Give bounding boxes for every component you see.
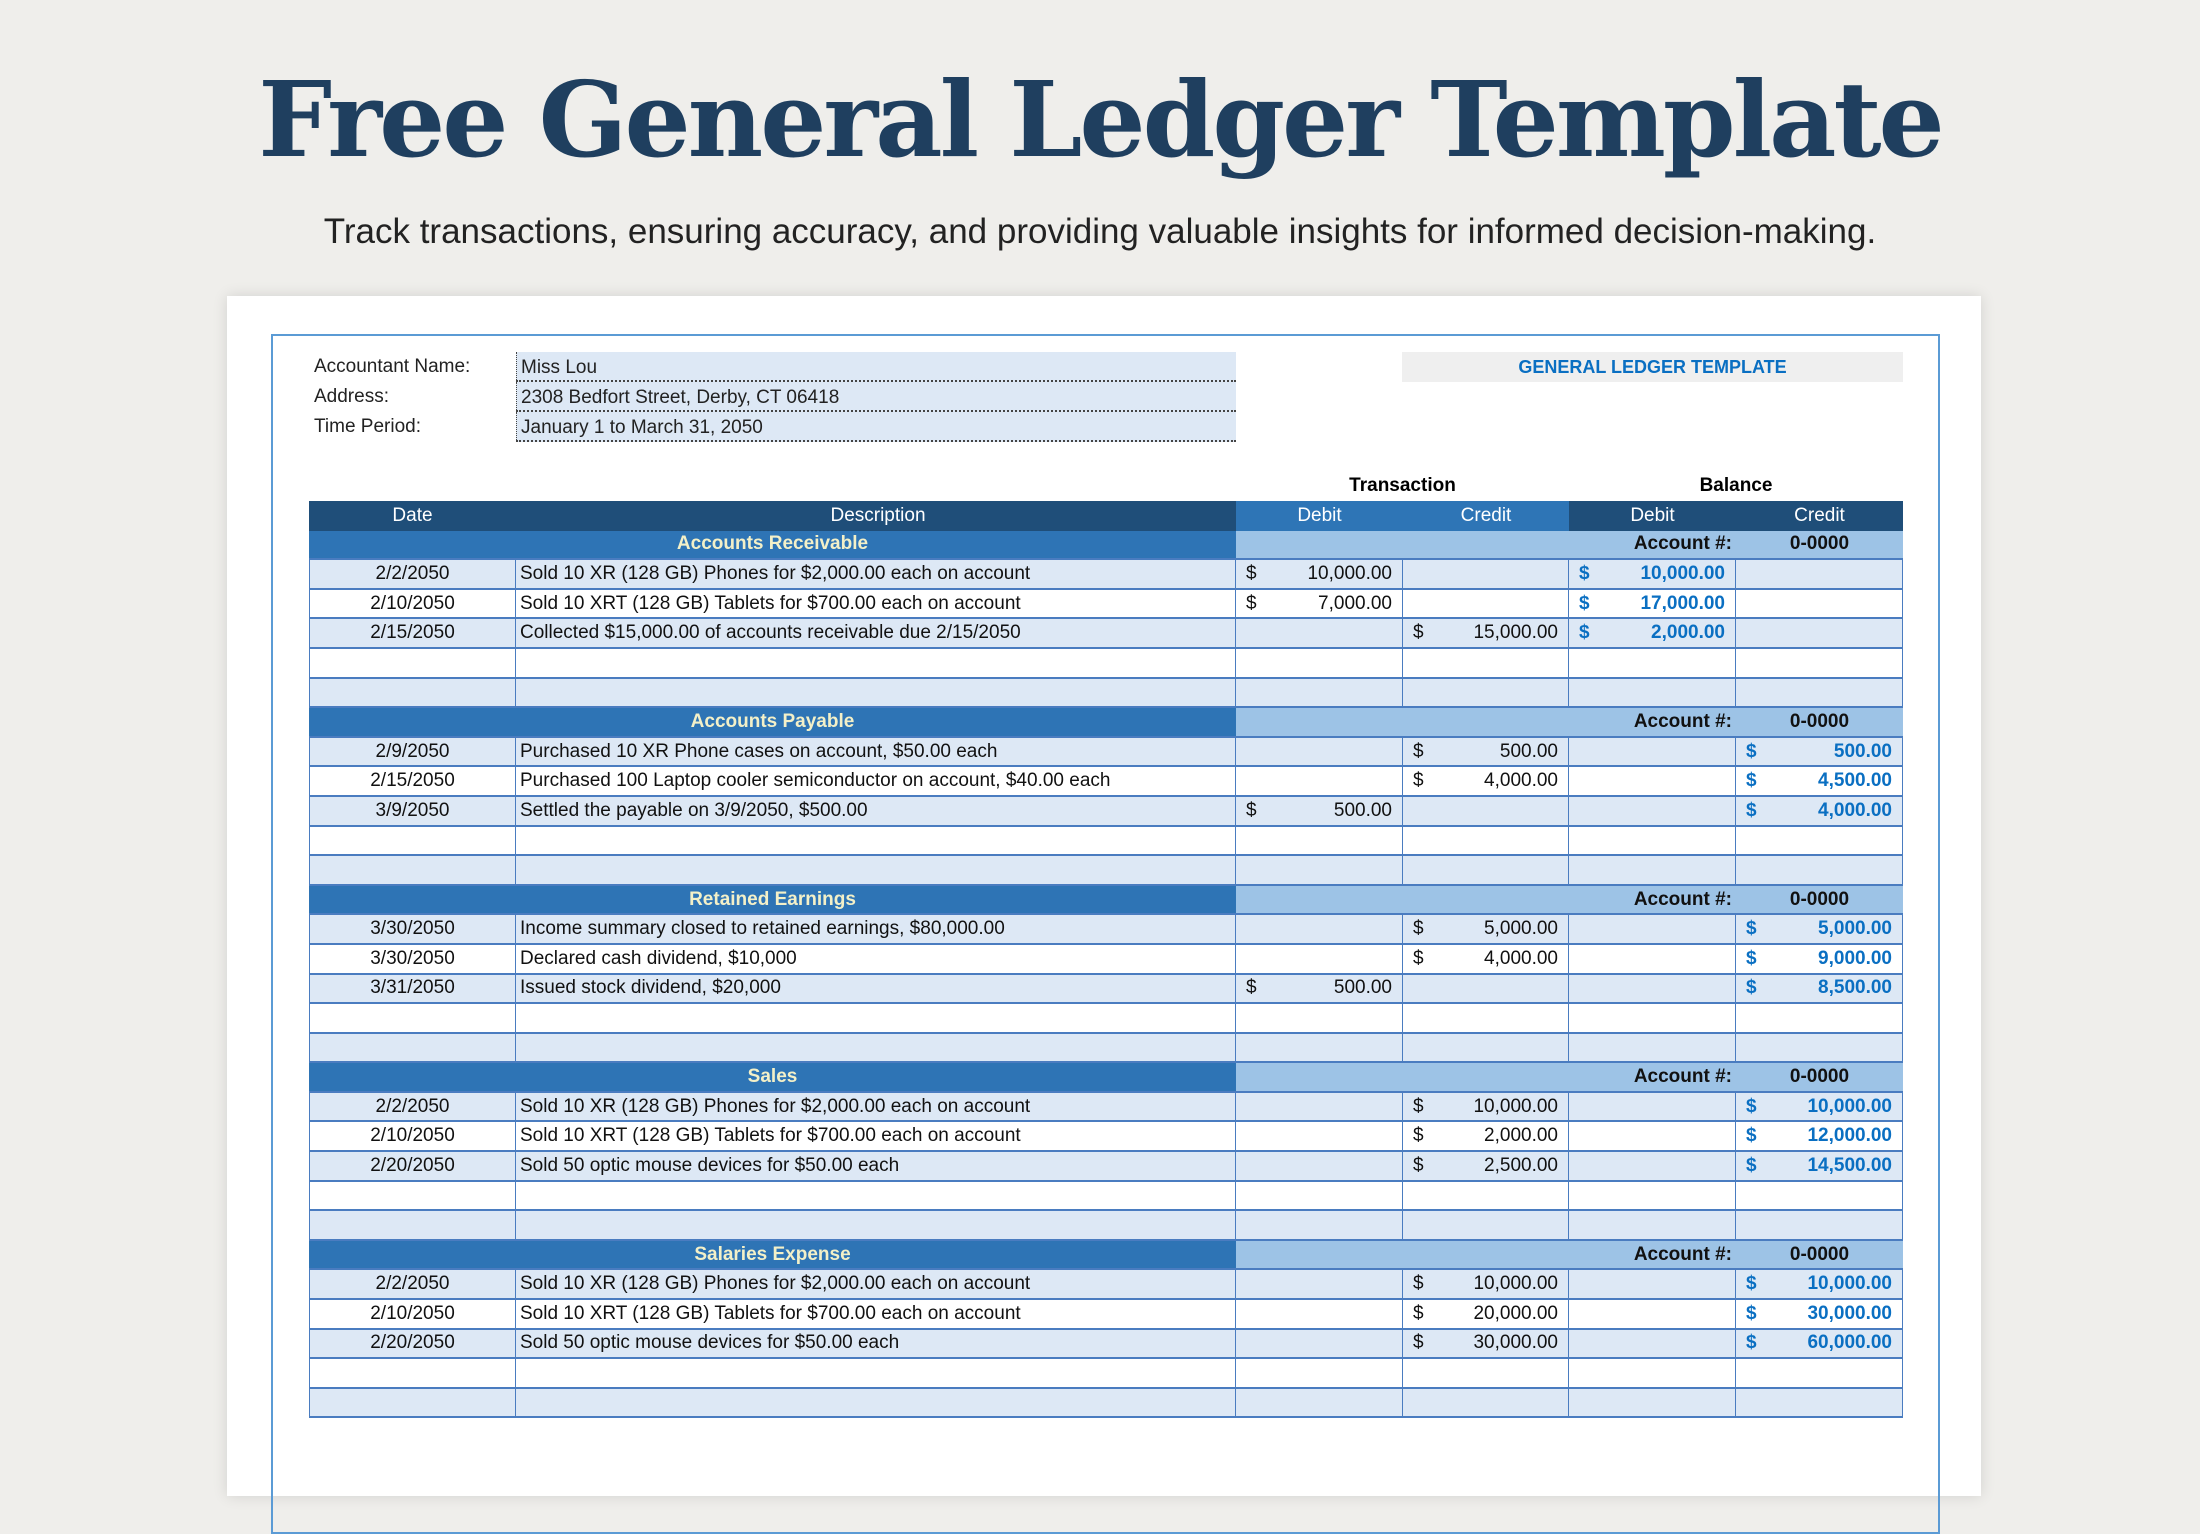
- transaction-debit-cell[interactable]: [1236, 1093, 1403, 1123]
- table-row: [309, 1093, 1903, 1123]
- balance-credit-cell[interactable]: [1736, 1270, 1903, 1300]
- balance-debit-cell[interactable]: [1569, 1122, 1736, 1152]
- balance-credit-cell[interactable]: [1736, 738, 1903, 768]
- description-cell[interactable]: Settled the payable on 3/9/2050, $500.00: [516, 797, 1236, 827]
- amount: 4,000.00: [1484, 947, 1558, 969]
- description-cell[interactable]: Collected $15,000.00 of accounts receivable due 2/15/2050: [516, 619, 1236, 649]
- balance-debit-cell[interactable]: [1569, 1182, 1736, 1212]
- currency-symbol: $: [1413, 1332, 1424, 1354]
- col-balance-credit: Credit: [1736, 501, 1903, 531]
- balance-debit-cell[interactable]: [1569, 1152, 1736, 1182]
- currency-symbol: $: [1746, 770, 1757, 792]
- section-title: Sales: [309, 1063, 1236, 1093]
- amount: 4,000.00: [1818, 799, 1892, 821]
- balance-credit-cell[interactable]: [1736, 945, 1903, 975]
- currency-symbol: $: [1746, 977, 1757, 999]
- date-cell[interactable]: 3/9/2050: [309, 797, 516, 827]
- amount: 10,000.00: [1473, 1095, 1558, 1117]
- transaction-debit-cell[interactable]: [1236, 1034, 1403, 1064]
- transaction-credit-cell[interactable]: [1403, 915, 1569, 945]
- balance-credit-cell[interactable]: [1736, 975, 1903, 1005]
- transaction-credit-cell[interactable]: [1403, 1034, 1569, 1064]
- table-row: [309, 1034, 1903, 1064]
- balance-debit-cell[interactable]: [1569, 649, 1736, 679]
- balance-debit-cell[interactable]: [1569, 1270, 1736, 1300]
- table-row: [309, 1389, 1903, 1419]
- amount: 9,000.00: [1818, 947, 1892, 969]
- transaction-group-header: Transaction: [1349, 475, 1456, 496]
- section-header: [309, 1241, 1903, 1271]
- transaction-debit-cell[interactable]: [1236, 1330, 1403, 1360]
- date-cell[interactable]: [309, 679, 516, 709]
- transaction-credit-cell[interactable]: [1403, 590, 1569, 620]
- currency-symbol: $: [1246, 799, 1257, 821]
- transaction-credit-cell[interactable]: [1403, 767, 1569, 797]
- balance-debit-cell[interactable]: [1569, 975, 1736, 1005]
- amount: 500.00: [1499, 740, 1558, 762]
- currency-symbol: $: [1746, 1125, 1757, 1147]
- transaction-debit-cell[interactable]: [1236, 560, 1403, 590]
- date-cell[interactable]: 3/30/2050: [309, 915, 516, 945]
- description-cell[interactable]: [516, 1004, 1236, 1034]
- description-cell[interactable]: Sold 10 XRT (128 GB) Tablets for $700.00 each on account: [516, 1122, 1236, 1152]
- account-label: Account #:: [1569, 1063, 1736, 1093]
- balance-credit-cell[interactable]: [1736, 1093, 1903, 1123]
- date-cell[interactable]: 2/20/2050: [309, 1152, 516, 1182]
- account-label: Account #:: [1569, 886, 1736, 916]
- description-cell[interactable]: Purchased 100 Laptop cooler semiconductor on account, $40.00 each: [516, 767, 1236, 797]
- balance-credit-cell[interactable]: [1736, 797, 1903, 827]
- date-cell[interactable]: [309, 1182, 516, 1212]
- transaction-debit-cell[interactable]: [1236, 945, 1403, 975]
- transaction-credit-cell[interactable]: [1403, 1004, 1569, 1034]
- amount: 5,000.00: [1484, 918, 1558, 940]
- amount: 10,000.00: [1807, 1095, 1892, 1117]
- currency-symbol: $: [1246, 977, 1257, 999]
- amount: 30,000.00: [1473, 1332, 1558, 1354]
- balance-debit-cell[interactable]: [1569, 738, 1736, 768]
- section-title: Retained Earnings: [309, 886, 1236, 916]
- transaction-debit-cell[interactable]: [1236, 1359, 1403, 1389]
- account-number[interactable]: 0-0000: [1736, 886, 1903, 916]
- transaction-debit-cell[interactable]: [1236, 1389, 1403, 1419]
- amount: 2,000.00: [1651, 622, 1725, 644]
- date-cell[interactable]: [309, 1389, 516, 1419]
- amount: 500.00: [1833, 740, 1892, 762]
- amount: 2,500.00: [1484, 1154, 1558, 1176]
- date-cell[interactable]: 2/10/2050: [309, 1300, 516, 1330]
- section-title: Accounts Payable: [309, 708, 1236, 738]
- date-cell[interactable]: 2/10/2050: [309, 1122, 516, 1152]
- time-period-label: Time Period:: [314, 416, 421, 437]
- amount: 10,000.00: [1307, 562, 1392, 584]
- transaction-debit-cell[interactable]: [1236, 1004, 1403, 1034]
- transaction-debit-cell[interactable]: [1236, 738, 1403, 768]
- currency-symbol: $: [1579, 592, 1590, 614]
- balance-debit-cell[interactable]: [1569, 1211, 1736, 1241]
- table-row: [309, 1359, 1903, 1389]
- transaction-credit-cell[interactable]: [1403, 1122, 1569, 1152]
- currency-symbol: $: [1746, 1332, 1757, 1354]
- balance-credit-cell[interactable]: [1736, 1359, 1903, 1389]
- amount: 500.00: [1333, 799, 1392, 821]
- section-title: Accounts Receivable: [309, 531, 1236, 561]
- transaction-debit-cell[interactable]: [1236, 1152, 1403, 1182]
- transaction-credit-cell[interactable]: [1403, 1182, 1569, 1212]
- amount: 7,000.00: [1318, 592, 1392, 614]
- date-cell[interactable]: 2/10/2050: [309, 590, 516, 620]
- transaction-debit-cell[interactable]: [1236, 590, 1403, 620]
- transaction-credit-cell[interactable]: [1403, 1152, 1569, 1182]
- currency-symbol: $: [1246, 592, 1257, 614]
- transaction-debit-cell[interactable]: [1236, 827, 1403, 857]
- transaction-credit-cell[interactable]: [1403, 1389, 1569, 1419]
- table-row: [309, 915, 1903, 945]
- transaction-debit-cell[interactable]: [1236, 856, 1403, 886]
- date-cell[interactable]: [309, 1034, 516, 1064]
- page-title: Free General Ledger Template: [258, 58, 1942, 181]
- table-row: [309, 1270, 1903, 1300]
- amount: 15,000.00: [1473, 622, 1558, 644]
- date-cell[interactable]: [309, 1211, 516, 1241]
- currency-symbol: $: [1746, 1302, 1757, 1324]
- accountant-name-field[interactable]: Miss Lou: [516, 352, 1236, 382]
- description-cell[interactable]: Sold 10 XRT (128 GB) Tablets for $700.00 each on account: [516, 1300, 1236, 1330]
- description-cell[interactable]: Issued stock dividend, $20,000: [516, 975, 1236, 1005]
- table-row: [309, 827, 1903, 857]
- currency-symbol: $: [1413, 1125, 1424, 1147]
- currency-symbol: $: [1413, 918, 1424, 940]
- description-cell[interactable]: [516, 1359, 1236, 1389]
- description-cell[interactable]: Sold 10 XR (128 GB) Phones for $2,000.00 each on account: [516, 560, 1236, 590]
- transaction-credit-cell[interactable]: [1403, 1300, 1569, 1330]
- balance-debit-cell[interactable]: [1569, 767, 1736, 797]
- balance-debit-cell[interactable]: [1569, 945, 1736, 975]
- table-row: [309, 1330, 1903, 1360]
- description-cell[interactable]: Sold 10 XRT (128 GB) Tablets for $700.00 each on account: [516, 590, 1236, 620]
- amount: 5,000.00: [1818, 918, 1892, 940]
- description-cell[interactable]: [516, 1211, 1236, 1241]
- currency-symbol: $: [1413, 1302, 1424, 1324]
- currency-symbol: $: [1413, 947, 1424, 969]
- account-number[interactable]: 0-0000: [1736, 531, 1903, 561]
- address-field[interactable]: 2308 Bedfort Street, Derby, CT 06418: [516, 382, 1236, 412]
- currency-symbol: $: [1746, 799, 1757, 821]
- amount: 10,000.00: [1807, 1273, 1892, 1295]
- transaction-debit-cell[interactable]: [1236, 649, 1403, 679]
- transaction-debit-cell[interactable]: [1236, 1211, 1403, 1241]
- date-cell[interactable]: 2/2/2050: [309, 1093, 516, 1123]
- amount: 500.00: [1333, 977, 1392, 999]
- section-header: [309, 1063, 1903, 1093]
- ledger-table: [309, 501, 1903, 1418]
- balance-debit-cell[interactable]: [1569, 1330, 1736, 1360]
- table-row: [309, 1300, 1903, 1330]
- account-number[interactable]: 0-0000: [1736, 708, 1903, 738]
- balance-credit-cell[interactable]: [1736, 1389, 1903, 1419]
- account-number[interactable]: 0-0000: [1736, 1063, 1903, 1093]
- transaction-credit-cell[interactable]: [1403, 1330, 1569, 1360]
- transaction-debit-cell[interactable]: [1236, 1270, 1403, 1300]
- date-cell[interactable]: 3/31/2050: [309, 975, 516, 1005]
- currency-symbol: $: [1746, 1095, 1757, 1117]
- account-label: Account #:: [1569, 1241, 1736, 1271]
- currency-symbol: $: [1413, 622, 1424, 644]
- balance-debit-cell[interactable]: [1569, 856, 1736, 886]
- description-cell[interactable]: [516, 1034, 1236, 1064]
- currency-symbol: $: [1746, 947, 1757, 969]
- transaction-credit-cell[interactable]: [1403, 679, 1569, 709]
- amount: 20,000.00: [1473, 1302, 1558, 1324]
- transaction-credit-cell[interactable]: [1403, 975, 1569, 1005]
- transaction-debit-cell[interactable]: [1236, 1182, 1403, 1212]
- balance-credit-cell[interactable]: [1736, 590, 1903, 620]
- date-cell[interactable]: 2/9/2050: [309, 738, 516, 768]
- table-row: [309, 619, 1903, 649]
- balance-credit-cell[interactable]: [1736, 1034, 1903, 1064]
- transaction-debit-cell[interactable]: [1236, 797, 1403, 827]
- amount: 4,000.00: [1484, 770, 1558, 792]
- section-header: [309, 886, 1903, 916]
- balance-debit-cell[interactable]: [1569, 560, 1736, 590]
- transaction-credit-cell[interactable]: [1403, 738, 1569, 768]
- date-cell[interactable]: [309, 856, 516, 886]
- ledger-title-badge: GENERAL LEDGER TEMPLATE: [1402, 352, 1903, 382]
- col-description: Description: [516, 501, 1236, 531]
- balance-debit-cell[interactable]: [1569, 619, 1736, 649]
- balance-credit-cell[interactable]: [1736, 1330, 1903, 1360]
- amount: 12,000.00: [1807, 1125, 1892, 1147]
- currency-symbol: $: [1746, 918, 1757, 940]
- table-row: [309, 1211, 1903, 1241]
- amount: 8,500.00: [1818, 977, 1892, 999]
- transaction-debit-cell[interactable]: [1236, 679, 1403, 709]
- transaction-debit-cell[interactable]: [1236, 975, 1403, 1005]
- currency-symbol: $: [1413, 1273, 1424, 1295]
- currency-symbol: $: [1246, 562, 1257, 584]
- currency-symbol: $: [1413, 740, 1424, 762]
- table-row: [309, 590, 1903, 620]
- currency-symbol: $: [1579, 622, 1590, 644]
- amount: 14,500.00: [1807, 1154, 1892, 1176]
- balance-debit-cell[interactable]: [1569, 1359, 1736, 1389]
- date-cell[interactable]: 2/15/2050: [309, 767, 516, 797]
- balance-credit-cell[interactable]: [1736, 619, 1903, 649]
- col-transaction-debit: Debit: [1236, 501, 1403, 531]
- account-number[interactable]: 0-0000: [1736, 1241, 1903, 1271]
- time-period-field[interactable]: January 1 to March 31, 2050: [516, 412, 1236, 442]
- balance-credit-cell[interactable]: [1736, 767, 1903, 797]
- balance-credit-cell[interactable]: [1736, 1211, 1903, 1241]
- transaction-debit-cell[interactable]: [1236, 619, 1403, 649]
- date-cell[interactable]: 2/2/2050: [309, 560, 516, 590]
- description-cell[interactable]: Sold 50 optic mouse devices for $50.00 each: [516, 1152, 1236, 1182]
- amount: 30,000.00: [1807, 1302, 1892, 1324]
- balance-debit-cell[interactable]: [1569, 915, 1736, 945]
- section-header: [309, 531, 1903, 561]
- address-label: Address:: [314, 386, 389, 407]
- amount: 2,000.00: [1484, 1125, 1558, 1147]
- table-row: [309, 1152, 1903, 1182]
- section-title: Salaries Expense: [309, 1241, 1236, 1271]
- balance-debit-cell[interactable]: [1569, 679, 1736, 709]
- transaction-credit-cell[interactable]: [1403, 560, 1569, 590]
- description-cell[interactable]: [516, 649, 1236, 679]
- col-date: Date: [309, 501, 516, 531]
- transaction-credit-cell[interactable]: [1403, 1270, 1569, 1300]
- description-cell[interactable]: [516, 1389, 1236, 1419]
- transaction-debit-cell[interactable]: [1236, 915, 1403, 945]
- description-cell[interactable]: Sold 10 XR (128 GB) Phones for $2,000.00 each on account: [516, 1093, 1236, 1123]
- amount: 60,000.00: [1807, 1332, 1892, 1354]
- balance-debit-cell[interactable]: [1569, 1389, 1736, 1419]
- description-cell[interactable]: Sold 50 optic mouse devices for $50.00 each: [516, 1330, 1236, 1360]
- column-header-row: [309, 501, 1903, 531]
- transaction-credit-cell[interactable]: [1403, 1093, 1569, 1123]
- description-cell[interactable]: Purchased 10 XR Phone cases on account, $50.00 each: [516, 738, 1236, 768]
- table-row: [309, 1004, 1903, 1034]
- date-cell[interactable]: 2/20/2050: [309, 1330, 516, 1360]
- table-row: [309, 738, 1903, 768]
- balance-credit-cell[interactable]: [1736, 1122, 1903, 1152]
- date-cell[interactable]: 3/30/2050: [309, 945, 516, 975]
- balance-debit-cell[interactable]: [1569, 1093, 1736, 1123]
- date-cell[interactable]: [309, 827, 516, 857]
- table-row: [309, 560, 1903, 590]
- balance-debit-cell[interactable]: [1569, 1034, 1736, 1064]
- account-label: Account #:: [1569, 531, 1736, 561]
- table-row: [309, 767, 1903, 797]
- balance-group-header: Balance: [1699, 475, 1773, 496]
- balance-credit-cell[interactable]: [1736, 1182, 1903, 1212]
- section-header: [309, 708, 1903, 738]
- table-row: [309, 975, 1903, 1005]
- amount: 10,000.00: [1473, 1273, 1558, 1295]
- transaction-credit-cell[interactable]: [1403, 797, 1569, 827]
- table-row: [309, 1122, 1903, 1152]
- accountant-name-label: Accountant Name:: [314, 356, 471, 377]
- description-cell[interactable]: Declared cash dividend, $10,000: [516, 945, 1236, 975]
- table-row: [309, 797, 1903, 827]
- currency-symbol: $: [1746, 740, 1757, 762]
- date-cell[interactable]: [309, 649, 516, 679]
- transaction-credit-cell[interactable]: [1403, 649, 1569, 679]
- amount: 4,500.00: [1818, 770, 1892, 792]
- transaction-credit-cell[interactable]: [1403, 619, 1569, 649]
- description-cell[interactable]: [516, 1182, 1236, 1212]
- currency-symbol: $: [1413, 1154, 1424, 1176]
- account-label: Account #:: [1569, 708, 1736, 738]
- transaction-debit-cell[interactable]: [1236, 767, 1403, 797]
- balance-credit-cell[interactable]: [1736, 1152, 1903, 1182]
- col-transaction-credit: Credit: [1403, 501, 1569, 531]
- transaction-credit-cell[interactable]: [1403, 1211, 1569, 1241]
- transaction-credit-cell[interactable]: [1403, 827, 1569, 857]
- balance-debit-cell[interactable]: [1569, 827, 1736, 857]
- table-row: [309, 679, 1903, 709]
- currency-symbol: $: [1746, 1154, 1757, 1176]
- balance-credit-cell[interactable]: [1736, 560, 1903, 590]
- balance-credit-cell[interactable]: [1736, 679, 1903, 709]
- description-cell[interactable]: Income summary closed to retained earnings, $80,000.00: [516, 915, 1236, 945]
- date-cell[interactable]: [309, 1359, 516, 1389]
- date-cell[interactable]: 2/2/2050: [309, 1270, 516, 1300]
- table-row: [309, 945, 1903, 975]
- currency-symbol: $: [1413, 770, 1424, 792]
- amount: 17,000.00: [1640, 592, 1725, 614]
- page-subtitle: Track transactions, ensuring accuracy, and providing valuable insights for informed decision-making.: [323, 212, 1877, 251]
- table-row: [309, 649, 1903, 679]
- date-cell[interactable]: [309, 1004, 516, 1034]
- currency-symbol: $: [1579, 562, 1590, 584]
- balance-credit-cell[interactable]: [1736, 827, 1903, 857]
- transaction-debit-cell[interactable]: [1236, 1300, 1403, 1330]
- description-cell[interactable]: [516, 856, 1236, 886]
- col-balance-debit: Debit: [1569, 501, 1736, 531]
- balance-debit-cell[interactable]: [1569, 1300, 1736, 1330]
- currency-symbol: $: [1746, 1273, 1757, 1295]
- balance-credit-cell[interactable]: [1736, 856, 1903, 886]
- balance-debit-cell[interactable]: [1569, 1004, 1736, 1034]
- table-row: [309, 1182, 1903, 1212]
- balance-debit-cell[interactable]: [1569, 590, 1736, 620]
- transaction-credit-cell[interactable]: [1403, 856, 1569, 886]
- balance-credit-cell[interactable]: [1736, 1300, 1903, 1330]
- description-cell[interactable]: Sold 10 XR (128 GB) Phones for $2,000.00 each on account: [516, 1270, 1236, 1300]
- description-cell[interactable]: [516, 827, 1236, 857]
- transaction-credit-cell[interactable]: [1403, 1359, 1569, 1389]
- balance-credit-cell[interactable]: [1736, 915, 1903, 945]
- date-cell[interactable]: 2/15/2050: [309, 619, 516, 649]
- amount: 10,000.00: [1640, 562, 1725, 584]
- description-cell[interactable]: [516, 679, 1236, 709]
- transaction-debit-cell[interactable]: [1236, 1122, 1403, 1152]
- transaction-credit-cell[interactable]: [1403, 945, 1569, 975]
- balance-credit-cell[interactable]: [1736, 649, 1903, 679]
- balance-credit-cell[interactable]: [1736, 1004, 1903, 1034]
- table-row: [309, 856, 1903, 886]
- balance-debit-cell[interactable]: [1569, 797, 1736, 827]
- currency-symbol: $: [1413, 1095, 1424, 1117]
